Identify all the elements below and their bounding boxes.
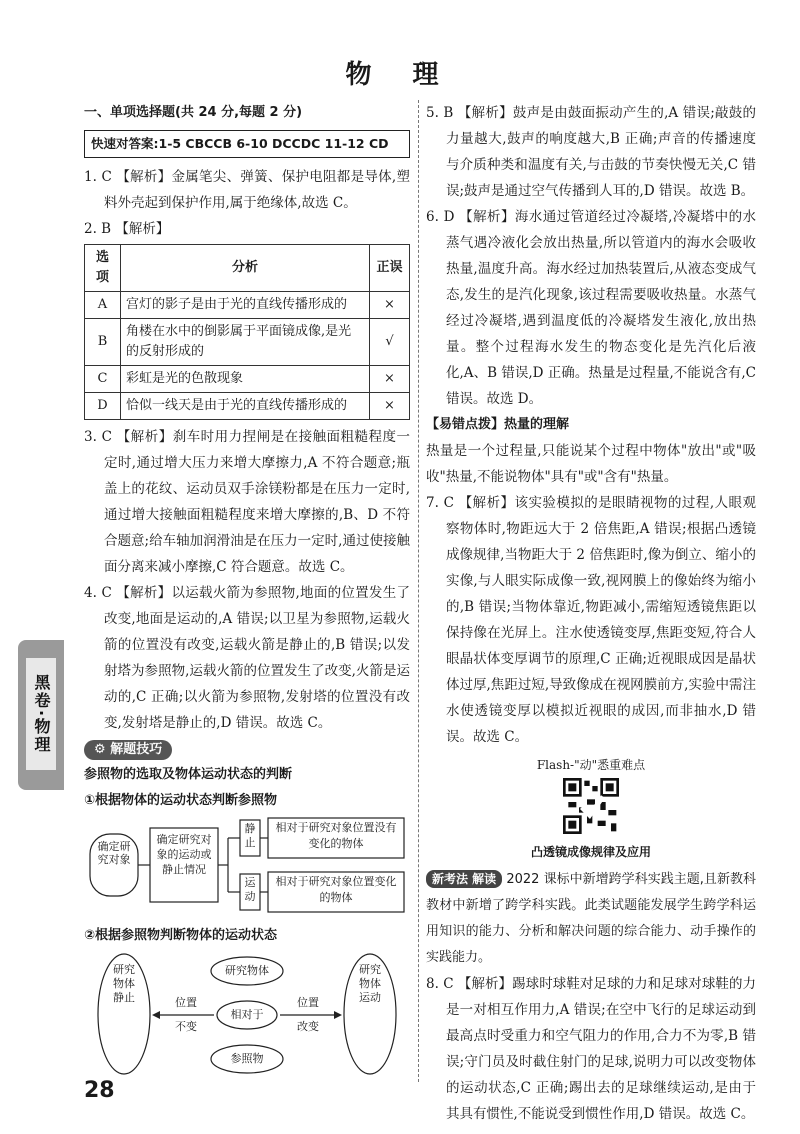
qr-code-icon[interactable]: [563, 778, 619, 834]
table-cell-option: C: [85, 366, 121, 393]
diagram-center-text: 相对于: [230, 1008, 264, 1021]
table-cell-analysis: 恰似一线天是由于光的直线传播形成的: [121, 393, 370, 420]
diagram-left-arrow-bottom: 不变: [175, 1020, 197, 1033]
table-row: [85, 319, 410, 366]
new-method-tag: 新考法 解读: [426, 870, 502, 888]
left-column: [84, 100, 410, 1088]
tip-subtitle-2: ②根据参照物判断物体的运动状态: [84, 928, 278, 943]
diagram-moving-desc-text: 相对于研究对象位置变化的物体: [275, 875, 397, 904]
section-heading: 一、单项选择题(共 24 分,每题 2 分): [84, 105, 303, 120]
diagram-top-text: 研究物体: [225, 964, 269, 977]
diagram-root-text: 确定研究对象: [97, 840, 131, 866]
answer-8: 8. C 【解析】踢球时球鞋对足球的力和足球对球鞋的力是一对相互作用力,A 错误;在空中飞行的足球运动到最高点时受重力和空气阻力的作用,合力不为零,B 错误;守门员及时截住射门的足球,说明力可以改变物体的运动状态,C 正确;踢出去的足球继续运动,是由于其具有惯性,不能说受到惯性作用,D 错误。故选 C。: [426, 976, 756, 1122]
table-cell-analysis: 角楼在水中的倒影属于平面镜成像,是光的反射形成的: [121, 319, 370, 366]
diagram-right-text: 研究物体运动: [359, 963, 381, 1004]
reference-frame-diagram: [84, 814, 410, 914]
side-tab-label: 黑卷·物理: [26, 658, 56, 770]
diagram-right-arrow-bottom: 改变: [297, 1020, 319, 1033]
qr-block: [426, 756, 756, 861]
page-number: 28: [84, 1078, 115, 1103]
answer-2: 2. B 【解析】: [84, 221, 170, 237]
answer-1: 1. C 【解析】金属笔尖、弹簧、保护电阻都是导体,塑料外壳起到保护作用,属于绝缘体,故选 C。: [84, 169, 410, 211]
table-cell-option: D: [85, 393, 121, 420]
tip-label: 解题技巧: [110, 742, 163, 757]
answer-3: 3. C 【解析】刹车时用力捏闸是在接触面粗糙程度一定时,通过增大压力来增大摩擦力,A 不符合题意;瓶盖上的花纹、运动员双手涂镁粉都是在压力一定时,通过增大接触面粗糙程度来增大摩擦的,B、D 不符合题意;给车轴加润滑油是在压力一定时,通过使接触面分离来减小摩擦,C 符合题意。故选 C。: [84, 429, 410, 575]
diagram-mid-text: 确定研究对象的运动或静止情况: [156, 833, 212, 876]
table-row: [85, 393, 410, 420]
table-cell-mark: ×: [370, 292, 410, 319]
table-header-row: [85, 245, 410, 292]
tip-badge: [84, 740, 172, 760]
wrench-icon: ⚙: [94, 742, 111, 757]
new-method-text: 2022 课标中新增跨学科实践主题,且新教科教材中新增了跨学科实践。此类试题能发展学生跨学科运用知识的能力、分析和解决问题的综合能力、动手操作的实践能力。: [426, 872, 756, 965]
table-cell-mark: ×: [370, 393, 410, 420]
analysis-table: [84, 244, 410, 420]
diagram-right-arrow-top: 位置: [297, 996, 319, 1009]
table-cell-option: B: [85, 319, 121, 366]
page-title: 物 理: [345, 60, 455, 90]
subject-side-tab: [18, 640, 64, 790]
table-header: 正误: [370, 245, 410, 292]
table-cell-mark: √: [370, 319, 410, 366]
new-method-paragraph: [426, 867, 756, 971]
qr-caption-top: Flash-"动"悉重难点: [536, 758, 646, 772]
mistake-tip-body: 热量是一个过程量,只能说某个过程中物体"放出"或"吸收"热量,不能说物体"具有"或"含有"热量。: [426, 443, 756, 485]
diagram-bottom-text: 参照物: [230, 1052, 264, 1065]
answer-5: 5. B 【解析】鼓声是由鼓面振动产生的,A 错误;敲鼓的力量越大,鼓声的响度越大,B 正确;声音的传播速度与介质种类和温度有关,与击鼓的节奏快慢无关,C 错误;鼓声是通过空气传播到人耳的,D 错误。故选 B。: [426, 105, 756, 199]
diagram-static-text: 静止: [244, 822, 256, 849]
table-cell-analysis: 彩虹是光的色散现象: [121, 366, 370, 393]
diagram-moving-text: 运动: [244, 876, 256, 903]
mistake-tip-head: 【易错点拨】热量的理解: [426, 417, 570, 432]
tip-subtitle-1: ①根据物体的运动状态判断参照物: [84, 793, 278, 808]
motion-state-diagram: [84, 949, 410, 1079]
right-column: [426, 100, 756, 1127]
table-row: [85, 366, 410, 393]
table-cell-option: A: [85, 292, 121, 319]
table-row: [85, 292, 410, 319]
qr-caption-bottom: 凸透镜成像规律及应用: [530, 845, 651, 859]
table-cell-analysis: 宫灯的影子是由于光的直线传播形成的: [121, 292, 370, 319]
table-header: 分析: [121, 245, 370, 292]
answer-6: 6. D 【解析】海水通过管道经过冷凝塔,冷凝塔中的水蒸气遇冷液化会放出热量,所以管道内的海水会吸收热量,温度升高。海水经过加热装置后,从液态变成气态,发生的是汽化现象,该过程需要吸收热量。水蒸气经过冷凝塔,遇到温度低的冷凝塔发生液化,放出热量。整个过程海水发生的物态变化是先汽化后液化,A、B 错误,D 正确。热量是过程量,不能说含有,C 错误。故选 D。: [426, 209, 756, 407]
diagram-left-arrow-top: 位置: [175, 996, 197, 1009]
diagram-left-text: 研究物体静止: [113, 963, 135, 1004]
answer-4: 4. C 【解析】以运载火箭为参照物,地面的位置发生了改变,地面是运动的,A 错误;以卫星为参照物,运载火箭的位置没有改变,运载火箭是静止的,B 错误;以发射塔为参照物,运载火箭的位置发生了改变,火箭是运动的,C 正确;以火箭为参照物,发射塔的位置没有改变,发射塔是静止的,D 错误。故选 C。: [84, 585, 410, 731]
quick-answers: 快速对答案:1-5 CBCCB 6-10 DCCDC 11-12 CD: [84, 130, 410, 158]
tip-title: 参照物的选取及物体运动状态的判断: [84, 767, 293, 782]
answer-7: 7. C 【解析】该实验模拟的是眼睛视物的过程,人眼观察物体时,物距远大于 2 倍焦距,A 错误;根据凸透镜成像规律,当物距大于 2 倍焦距时,像为倒立、缩小的实像,与人眼实际成像一致,视网膜上的像始终为缩小的,B 错误;当物体靠近,物距减小,需缩短透镜焦距以保持像在光屏上。注水使透镜变厚,焦距变短,符合人眼晶状体变厚调节的原理,C 正确;近视眼成因是晶状体过厚,焦距过短,导致像成在视网膜前方,实验中需注水使透镜变厚以模拟近视眼的成因,而非抽水,D 错误。故选 C。: [426, 495, 756, 745]
table-cell-mark: ×: [370, 366, 410, 393]
diagram-static-desc-text: 相对于研究对象位置没有变化的物体: [275, 821, 397, 850]
column-divider: [418, 100, 419, 1082]
table-header: 选项: [85, 245, 121, 292]
